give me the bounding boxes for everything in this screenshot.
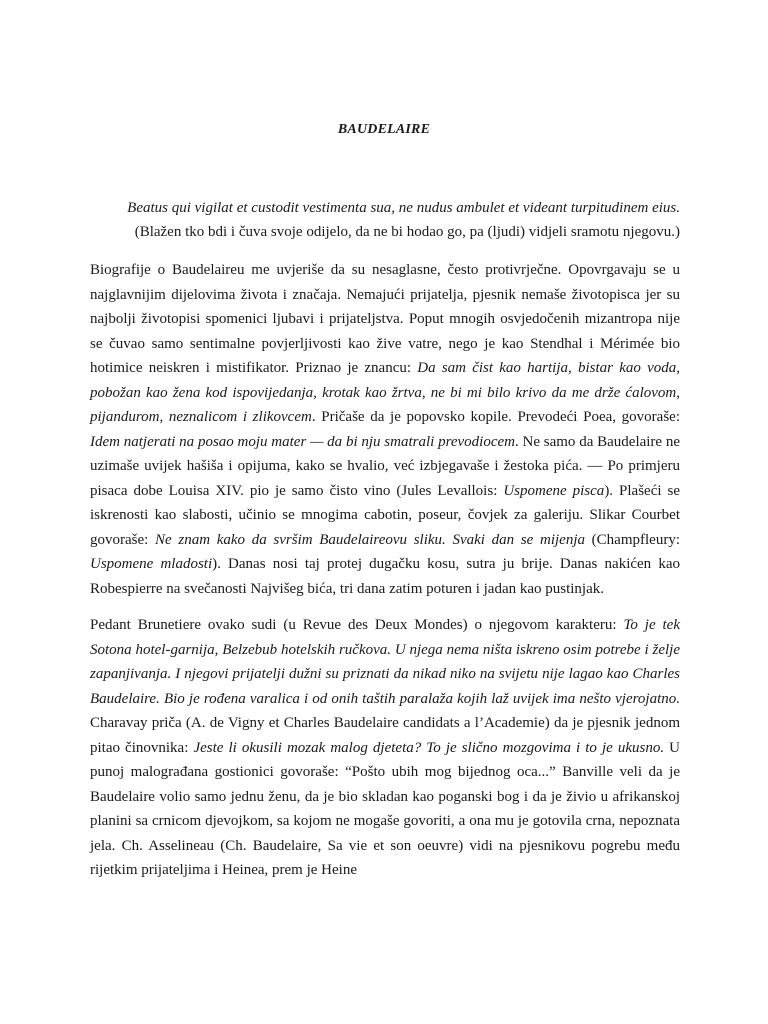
italic-segment: Jeste li okusili mozak malog djeteta? To je slično mozgovima i to je ukusno. [193, 739, 665, 756]
italic-segment: To je tek Sotona hotel-garnija, Belzebub hotelskih ručkova. U njega nema ništa iskreno osim potrebe i želje zapanjivanja. I njegovi prijatelji dužni su priznati da nikad niko na svijetu nije lagao kao Charles Baudelaire. Bio je rođena varalica i od onih taštih paralaža kojih laž uvijek ima nešto vjerojatno. [90, 617, 680, 707]
text-segment: Charavay priča (A. de Vigny et Charles Baudelaire candidats a l’Academie) da je pjesnik jednom pitao činovnika: [90, 715, 680, 756]
epigraph [90, 196, 680, 244]
text-segment: . Pričaše da je popovsko kopile. Prevodeći Poea, govoraše: [311, 409, 680, 425]
text-segment: ). Plašeći se iskrenosti kao slabosti, učinio se mnogima cabotin, poseur, čovjek za galeriju. Slikar Courbet govoraše: [90, 482, 680, 548]
italic-segment: Uspomene pisca [503, 482, 605, 499]
text-segment: U punoj malograđana gostionici govoraše: “Pošto ubih mog bijednog oca...” Banville veli da je Baudelaire volio samo jednu ženu, da je bio skladan kao poganski bog i da je živio u afrikanskoj planini sa crnicom djevojkom, sa kojom ne mogaše govoriti, a ona mu je gotovila crna, nepoznata jela. Ch. Asselineau (Ch. Baudelaire, Sa vie et son oeuvre) vidi na pjesnikovu pogrebu među rijetkim prijateljima i Heinea, prem je Heine [90, 739, 681, 878]
text-segment: . Ne samo da Baudelaire ne uzimaše uvijek hašiša i opijuma, kako se hvalio, već izbjegavaše i žestoka pića. — Po primjeru pisaca dobe Louisa XIV. pio je samo čisto vino (Jules Levallois: [90, 433, 681, 499]
epigraph-translation: (Blažen tko bdi i čuva svoje odijelo, da ne bi hodao go, pa (ljudi) vidjeli sramotu njegovu.) [134, 224, 680, 240]
paragraph [90, 613, 680, 883]
paragraph [90, 258, 680, 601]
italic-segment: Uspomene mladosti [90, 556, 213, 572]
italic-segment: Ne znam kako da svršim Baudelaireovu sliku. Svaki dan se mijenja [155, 531, 585, 548]
italic-segment: Da sam čist kao hartija, bistar kao voda, pobožan kao žena kod ispovijedanja, krotak kao žrtva, ne bi mi bilo krivo da me drže ćalovom, pijandurom, neznalicom i zlikovcem [90, 360, 681, 425]
text-segment: Biografije o Baudelaireu me uvjeriše da su nesaglasne, često protivrječne. Opovrgavaju se u najglavnijim dijelovima života i značaja. Nemajući prijatelja, pjesnik nemaše životopisca jer su najbolji životopisi spomenici ljubavi i prijateljstva. Poput mnogih osvjedočenih mizantropa nije se čuvao samo sentimalne povjerljivosti kao žive vatre, nego je kao Stendhal i Mérimée bio hotimice neiskren i mistifikator. Priznao je znancu: [90, 262, 680, 376]
italic-segment: Idem natjerati na posao moju mater — da bi nju smatrali prevodiocem [90, 433, 515, 450]
body-text [90, 258, 680, 895]
text-segment: Pedant Brunetiere ovako sudi (u Revue des Deux Mondes) o njegovom karakteru: [90, 617, 624, 633]
document-title: BAUDELAIRE [337, 122, 431, 137]
epigraph-latin: Beatus qui vigilat et custodit vestimenta sua, ne nudus ambulet et videant turpitudinem eius. [127, 200, 680, 216]
text-segment: (Champfleury: [585, 531, 680, 548]
text-segment: ). Danas nosi taj protej dugačku kosu, sutra ju brije. Danas nakićen kao Robespierre na svečanosti Najvišeg bića, tri dana zatim poturen i jadan kao pustinjak. [90, 556, 680, 597]
